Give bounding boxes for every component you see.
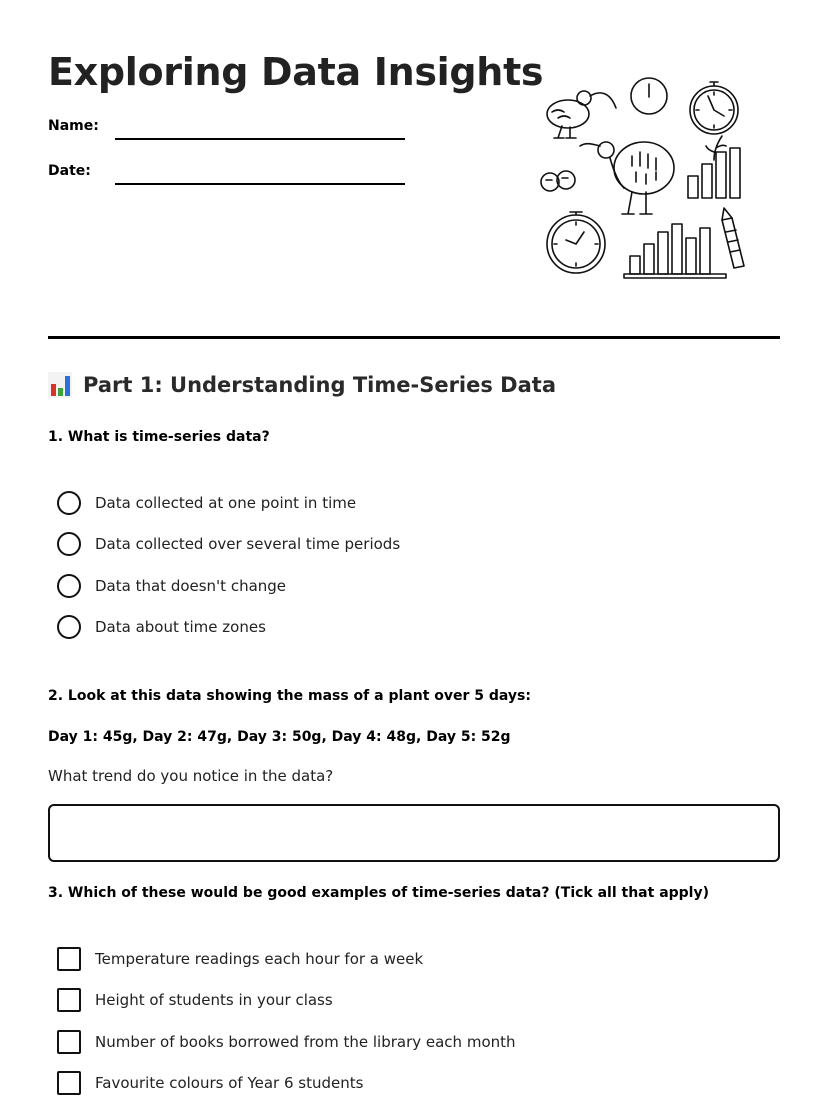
checkbox[interactable] — [57, 1071, 81, 1095]
section-divider — [48, 336, 780, 339]
radio-button[interactable] — [57, 574, 81, 598]
radio-button[interactable] — [57, 532, 81, 556]
date-label: Date: — [48, 163, 91, 179]
trend-answer-field[interactable] — [48, 804, 780, 862]
name-label: Name: — [48, 118, 99, 134]
option-label: Data collected over several time periods — [95, 535, 401, 553]
kiwi-bird-icon — [580, 142, 674, 214]
q3-option-4[interactable] — [57, 1070, 363, 1096]
question-1-text: 1. What is time-series data? — [48, 429, 270, 445]
option-label: Temperature readings each hour for a week — [95, 950, 424, 968]
option-label: Favourite colours of Year 6 students — [95, 1074, 364, 1092]
stopwatch-icon — [547, 212, 605, 273]
plant-mass-data: Day 1: 45g, Day 2: 47g, Day 3: 50g, Day 4: 48g, Day 5: 52g — [48, 729, 511, 745]
bar-chart-icon — [624, 224, 726, 278]
part1-heading — [48, 372, 556, 398]
part1-title: Part 1: Understanding Time-Series Data — [83, 373, 556, 397]
q3-option-1[interactable] — [57, 946, 423, 972]
option-label: Data collected at one point in time — [95, 494, 357, 512]
q1-option-1[interactable] — [57, 490, 356, 516]
option-label: Data that doesn't change — [95, 577, 287, 595]
page-title: Exploring Data Insights — [48, 50, 544, 94]
q1-option-3[interactable] — [57, 573, 286, 599]
checkbox[interactable] — [57, 947, 81, 971]
clock-icon — [631, 78, 667, 114]
checkbox[interactable] — [57, 1030, 81, 1054]
kiwi-fruit-icon — [541, 171, 575, 191]
kiwi-clocks-charts-illustration — [536, 72, 754, 284]
stopwatch-icon — [690, 82, 738, 134]
option-label: Height of students in your class — [95, 991, 333, 1009]
bar-chart-icon — [48, 372, 72, 398]
q1-option-4[interactable] — [57, 614, 266, 640]
option-label: Data about time zones — [95, 618, 266, 636]
kiwi-bird-icon — [547, 91, 616, 138]
radio-button[interactable] — [57, 491, 81, 515]
question-2-prompt: What trend do you notice in the data? — [48, 767, 334, 785]
pencil-icon — [722, 208, 744, 268]
checkbox[interactable] — [57, 988, 81, 1012]
option-label: Number of books borrowed from the library each month — [95, 1033, 516, 1051]
q1-option-2[interactable] — [57, 531, 400, 557]
radio-button[interactable] — [57, 615, 81, 639]
q3-option-3[interactable] — [57, 1029, 516, 1055]
bar-chart-icon — [688, 136, 740, 198]
question-2-text: 2. Look at this data showing the mass of a plant over 5 days: — [48, 688, 531, 704]
question-3-text: 3. Which of these would be good examples of time-series data? (Tick all that apply) — [48, 885, 710, 901]
date-field[interactable] — [115, 183, 405, 185]
name-field[interactable] — [115, 138, 405, 140]
q3-option-2[interactable] — [57, 987, 333, 1013]
